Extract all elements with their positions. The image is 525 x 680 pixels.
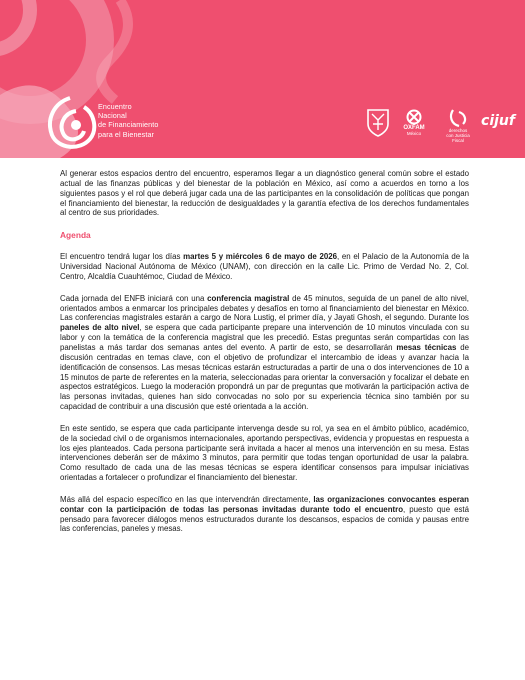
oxfam-logo-icon xyxy=(405,109,423,125)
unam-crest-icon xyxy=(366,108,390,138)
swirl-ring-inner xyxy=(0,0,30,50)
header-banner xyxy=(0,0,525,158)
djf-line: derechos xyxy=(448,128,468,133)
logo-line: Nacional xyxy=(98,111,127,121)
agenda-paragraph-4 xyxy=(60,495,469,534)
text-run-bold: paneles de alto nivel xyxy=(60,323,140,333)
text-run: , puesto que está pensado para favorecer diálogos menos estructurados durante los descansos, espacios de comida y pausas entre las conferencias, paneles y mesas. xyxy=(60,504,469,534)
text-run-bold: martes 5 y miércoles 6 de mayo de 2026 xyxy=(183,252,338,262)
intro-paragraph: Al generar estos espacios dentro del encuentro, esperamos llegar a un diagnóstico general común sobre el estado actual de las finanzas públicas y del bienestar de la población en México, así como a acuerdos en torno a los siguientes pasos y el rol que deberá jugar cada una de las participantes en la consolidación de políticas que pongan el financiamiento del bienestar, la reducción de desigualdades y la garantía efectiva de los derechos fundamentales al centro de sus prioridades. xyxy=(60,169,469,218)
oxfam-subtitle: México xyxy=(406,131,422,136)
agenda-heading: Agenda xyxy=(60,230,91,241)
text-run: de discusión centradas en temas clave, con el objetivo de profundizar el intercambio de ideas y avanzar hacia la identificación de consensos. Las mesas técnicas estarán estructuradas a partir de una o dos intervenciones de 10 a 15 minutos de parte de referentes en la materia, seleccionadas para orientar la conversación y focalizar el debate en aspectos estratégicos. Luego la moderación propondrá un par de preguntas que motivarán la participación activa de las personas invitadas, quienes han sido convocadas no solo por su experiencia técnica sino también por su capacidad de contribuir a una discusión que esté orientada a la acción. xyxy=(60,342,469,412)
text-run-bold: las organizaciones convocantes esperan contar con la participación de todas las personas invitadas durante todo el encuentro xyxy=(60,494,469,514)
text-run: Más allá del espacio específico en las que intervendrán directamente, xyxy=(60,494,314,504)
agenda-paragraph-3: En este sentido, se espera que cada participante intervenga desde su rol, ya sea en el ámbito público, académico, de la sociedad civil o de organismos internacionales, aportando perspectivas, evidencia y propuestas en respuesta a los ejes planteados. Cada persona participante será invitada a hacer al menos una intervención en su mesa. Estas intervenciones deberán ser de máximo 3 minutos, para permitir que todas tengan oportunidad de usar la palabra. Como resultado de cada una de las mesas técnicas se espera identificar consensos para impulsar iniciativas orientadas a fortalecer o profundizar el financiamiento del bienestar. xyxy=(60,423,469,483)
djf-line: Fiscal xyxy=(452,138,464,143)
cijuf-logo: cijuf xyxy=(481,113,515,129)
encuentro-logo-icon xyxy=(40,93,100,153)
logo-line: de Financiamiento xyxy=(98,120,159,130)
text-run: , en el Palacio de la Autonomía de la Universidad Nacional Autónoma de México (UNAM), con dirección en la calle Lic. Primo de Verdad No. 2, Col. Centro, Alcaldía Cuauhtémoc, Ciudad de México. xyxy=(60,252,469,281)
text-run: de 45 minutos, seguida de un panel de alto nivel, orientados ambos a enmarcar los principales debates y desafíos en torno al financiamiento del bienestar en México. Las conferencias magistrales estarán a cargo de Nora Lustig, el primer día, y Jayati Ghosh, el segundo. Durante los xyxy=(60,293,469,323)
text-run: Cada jornada del ENFB iniciará con una xyxy=(60,293,208,303)
oxfam-name: OXFAM xyxy=(403,125,425,131)
logo-line: para el Bienestar xyxy=(98,129,155,139)
text-run: , se espera que cada participante prepare una intervención de 10 minutos vinculada con su labor y con la temática de la conferencia magistral que les precedió. Estas preguntas serán compartidas con las panelistas a más tardar dos semanas antes del evento. A partir de esto, se desarrollarán xyxy=(60,323,469,352)
oxfam-logo xyxy=(397,126,431,136)
agenda-paragraph-2 xyxy=(60,294,469,412)
djf-line: con Justicia xyxy=(446,133,470,138)
djf-logo xyxy=(438,128,478,143)
event-logo-text xyxy=(98,102,158,139)
djf-logo-icon xyxy=(447,108,469,128)
text-run-bold: conferencia magistral xyxy=(207,293,290,303)
text-run-bold: mesas técnicas xyxy=(396,342,457,352)
agenda-paragraph-1 xyxy=(60,252,469,282)
document-body xyxy=(60,169,469,546)
logo-line: Encuentro xyxy=(98,102,132,111)
text-run: El encuentro tendrá lugar los días xyxy=(60,252,184,262)
